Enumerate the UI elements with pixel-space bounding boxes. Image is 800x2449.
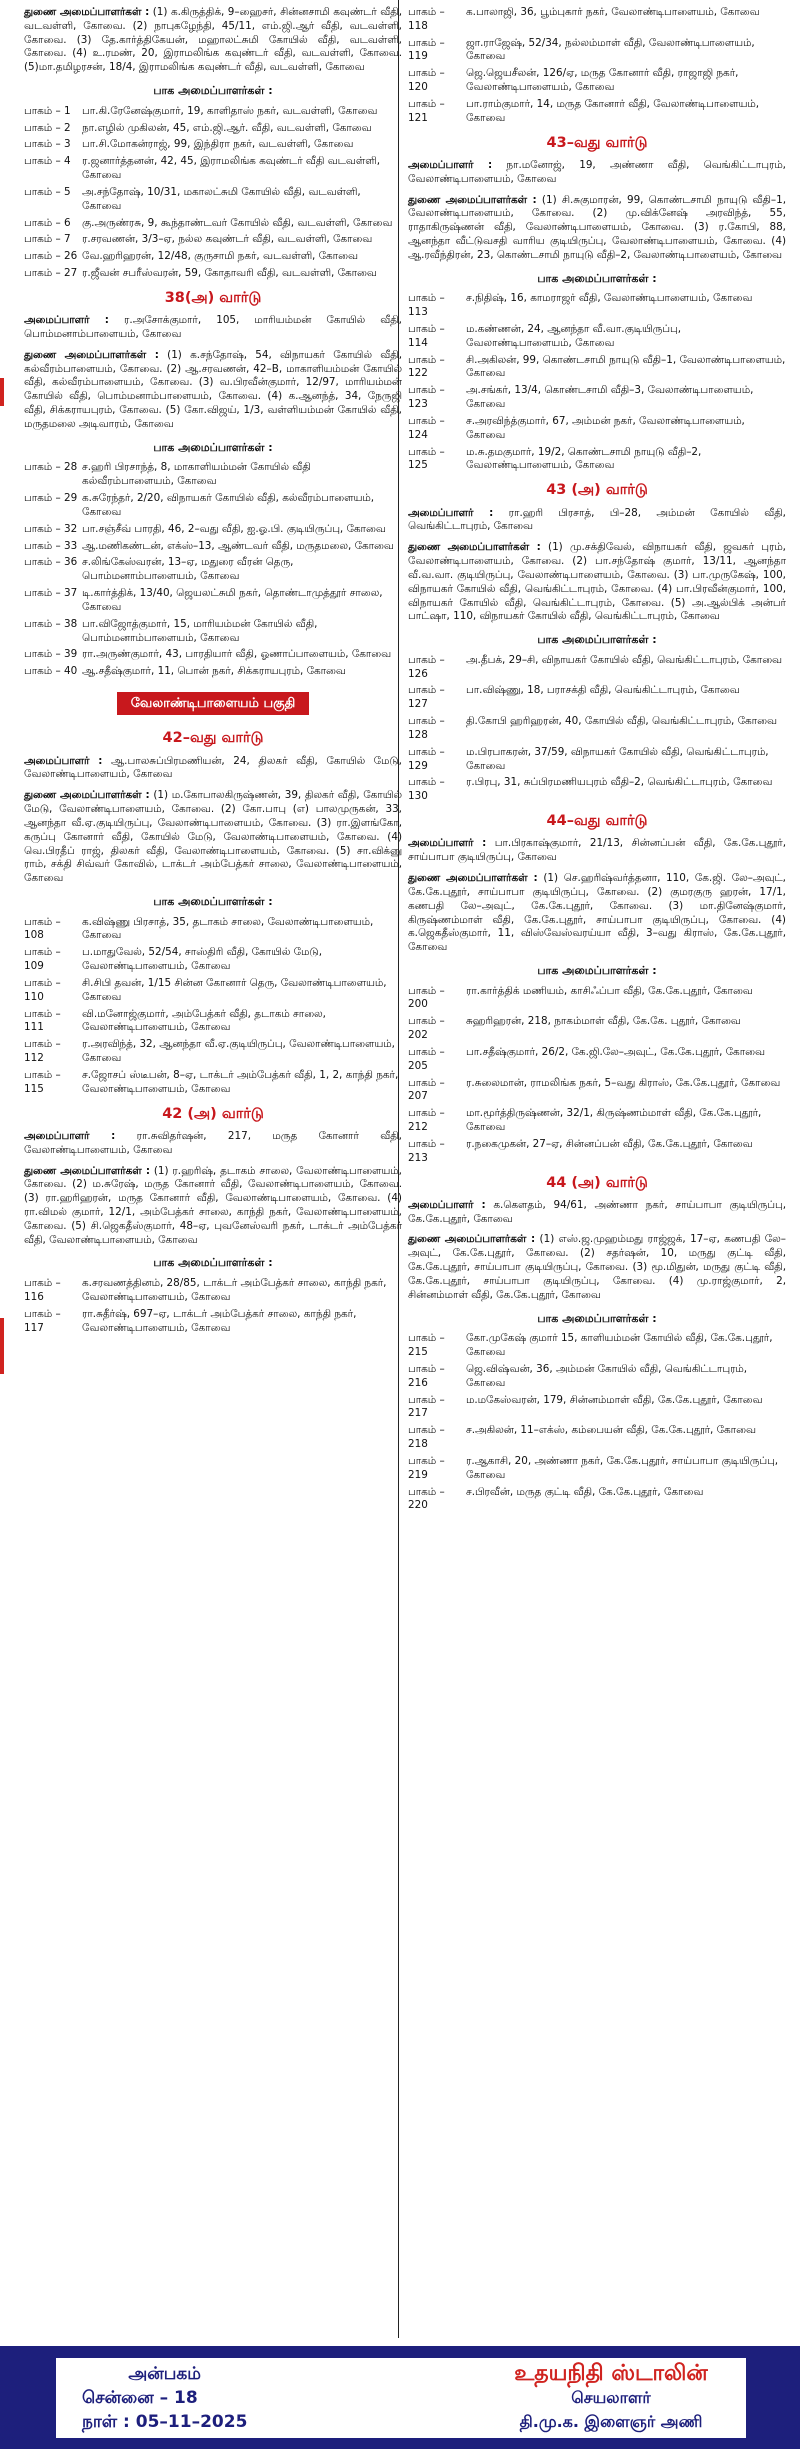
part-details: தி.கோபி ஹரிஹரன், 40, கோயில் வீதி, வெங்கிட்டாபுரம், கோவை [466,715,777,728]
part-details: ஜா.ராஜேஷ், 52/34, நல்லம்மாள் வீதி, வேலாண்டிபாளையம், கோவை [466,36,755,63]
part-number: பாகம் – 111 [24,1007,61,1034]
part-row [24,1277,402,1305]
part-row [408,1077,786,1105]
role-block [408,159,786,187]
part-number: பாகம் – 5 [24,185,71,198]
part-details: ஆ.மணிகண்டன், எக்ஸ்–13, ஆண்டவர் வீதி, மருதமலை, கோவை [82,539,394,552]
role-details: ஆ.பாலசுப்பிரமணியன், 24, திலகர் வீதி, கோயில் மேடு, வேலாண்டிபாளையம், கோவை [24,754,402,781]
section-heading: பாக அமைப்பாளர்கள் : [153,1256,273,1270]
part-number: பாகம் – 114 [408,322,445,349]
part-details: க.விஷ்ணு பிரசாத், 35, தடாகம் சாலை, வேலாண்டிபாளையம், கோவை [82,915,374,942]
part-row [408,384,786,412]
ward-title: 42–வது வார்டு [162,730,264,747]
part-row [408,1424,786,1452]
part-row [408,1332,786,1360]
part-details: ரா.கார்த்திக் மணியம், காசிஃப்பா வீதி, கே.கே.புதூர், கோவை [466,984,753,997]
role-label: அமைப்பாளர் : [24,314,109,327]
part-details: ர.சரவணன், 3/3–ஏ, நல்ல கவுண்டர் வீதி, வடவள்ளி, கோவை [82,233,373,246]
part-row [408,1394,786,1422]
part-row [408,6,786,34]
role-label: துணை அமைப்பாளர்கள் : [408,872,538,885]
part-number: பாகம் – 213 [408,1137,445,1164]
role-label: அமைப்பாளர் : [408,506,494,519]
part-details: ம.பிரபாகரன், 37/59, விநாயகர் கோயில் வீதி, வெங்கிட்டாபுரம், கோவை [466,745,769,772]
part-number: பாகம் – 117 [24,1307,61,1334]
part-details: பா.சி.மோகன்ராஜ், 99, இந்திரா நகர், வடவள்ளி, கோவை [82,138,354,151]
part-details: ம.கண்ணன், 24, ஆனந்தா வீ.வா.குடியிருப்பு, வேலாண்டிபாளையம், கோவை [466,322,682,349]
part-number: பாகம் – 6 [24,216,71,229]
section-heading: பாக அமைப்பாளர்கள் : [537,1311,657,1325]
part-number: பாகம் – 123 [408,384,445,411]
role-label: அமைப்பாளர் : [408,1198,486,1211]
part-details: ச.அரவிந்த்குமார், 67, அம்மன் நகர், வேலாண்டிபாளையம், கோவை [466,414,745,441]
role-block [408,541,786,624]
part-details: ர.அரவிந்த், 32, ஆனந்தா வீ.ஏ.குடியிருப்பு, வேலாண்டிபாளையம், கோவை [82,1038,395,1065]
part-row [24,1308,402,1336]
section-heading: பாக அமைப்பாளர்கள் : [153,895,273,909]
part-details: க.சரவணத்தினம், 28/85, டாக்டர் அம்பேத்கர் சாலை, காந்தி நகர், வேலாண்டிபாளையம், கோவை [82,1277,387,1303]
role-block [24,755,402,783]
part-row [24,977,402,1005]
role-block [408,837,786,865]
role-block [24,1165,402,1248]
role-label: அமைப்பாளர் : [24,754,103,767]
role-details: (1) சி.சுகுமாரன், 99, கொண்டசாமி நாயுடு வீதி–1, வேலாண்டிபாளையம், கோவை. (2) மு.விக்னேஷ் அரவிந்த், 55, ராதாகிருஷ்ணன் வீதி, வேலாண்டிபாளையம், கோவை. (3) ர.கோபி, 88, ஆனந்தா வீட்டுவசதி வாரிய குடியிருப்பு, வேலாண்டிபாளையம், கோவை. (4) ஆ.ரவீந்திரன், 23, கொண்டசாமி நாயுடு வீதி–2, வேலாண்டிபாளையம், கோவை [408,193,786,261]
part-details: ப.மாதுவேல், 52/54, சாஸ்திரி வீதி, கோயில் மேடு, வேலாண்டிபாளையம், கோவை [82,946,322,973]
part-number: பாகம் – 3 [24,138,71,151]
section-heading: பாக அமைப்பாளர்கள் : [537,633,657,647]
role-details: (1) ம.கோபாலகிருஷ்ணன், 39, திலகர் வீதி, கோயில் மேடு, வேலாண்டிபாளையம், கோவை. (2) கோ.பாபு (எ) பாலமுருகன், 33, ஆனந்தா வீ.ஏ.குடியிருப்பு, வேலாண்டிபாளையம், கோவை. (3) ரா.இளங்கோ, கருப்பு கோனார் வீதி, கோயில் மேடு, வேலாண்டிபாளையம், கோவை. (4) வெ.பிரதீப் ராஜ், திலகர் வீதி, வேலாண்டிபாளையம், கோவை. (5) சா.விக்னு ராம், சக்தி சிவ்வர் கோவில், டாக்டர் அம்பேத்கர் சாலை, வேலாண்டிபாளையம், கோவை [24,789,402,885]
section-heading: பாக அமைப்பாளர்கள் : [153,440,273,454]
role-label: துணை அமைப்பாளர்கள் : [408,193,537,206]
part-number: பாகம் – 205 [408,1045,445,1072]
part-row [408,1015,786,1043]
part-details: பா.ராம்குமார், 14, மருத கோனார் வீதி, வேலாண்டிபாளையம், கோவை [466,97,760,124]
part-details: ர.ஜீவன் சபரீஸ்வரன், 59, கோதாவரி வீதி, வடவள்ளி, கோவை [82,267,377,280]
part-row [408,37,786,65]
part-number: பாகம் – 215 [408,1332,445,1359]
part-row [408,776,786,804]
part-number: பாகம் – 27 [24,267,78,280]
part-details: ஆ.சதீஷ்குமார், 11, பொன் நகர், சிக்கராயபுரம், கோவை [82,665,346,678]
part-number: பாகம் – 7 [24,233,71,246]
part-number: பாகம் – 28 [24,461,78,474]
part-number: பாகம் – 218 [408,1424,445,1451]
role-block [408,1233,786,1302]
part-number: பாகம் – 200 [408,984,445,1011]
part-number: பாகம் – 29 [24,492,78,505]
part-row [24,665,402,679]
role-label: துணை அமைப்பாளர்கள் : [24,1164,150,1177]
part-details: அ.சங்கர், 13/4, கொண்டசாமி வீதி–3, வேலாண்டிபாளையம், கோவை [466,384,754,411]
part-number: பாகம் – 120 [408,67,445,94]
part-details: பா.சதீஷ்குமார், 26/2, கே.ஜி.லே–அவுட், கே.கே.புதூர், கோவை [466,1045,765,1058]
part-details: பா.கி.ரேனேஷ்குமார், 19, காளிதாஸ் நகர், வடவள்ளி, கோவை [82,104,378,117]
part-row [24,523,402,537]
part-number: பாகம் – 118 [408,6,445,32]
part-row [24,122,402,136]
role-block [408,507,786,535]
part-details: ர.ஆகாசி, 20, அண்ணா நகர், கே.கே.புதூர், சாய்பாபா குடியிருப்பு, கோவை [466,1454,779,1481]
part-details: பா.விஜோத்குமார், 15, மாரியம்மன் கோயில் வீதி, பொம்மனாம்பாளையம், கோவை [82,617,318,644]
part-number: பாகம் – 1 [24,104,71,117]
part-number: பாகம் – 33 [24,539,78,552]
part-row [408,985,786,1013]
footer-date: நாள் : 05–11–2025 [82,2412,248,2432]
part-row [408,1107,786,1135]
part-row [24,155,402,183]
part-details: வி.மனோஜ்குமார், அம்பேத்கர் வீதி, தடாகம் சாலை, வேலாண்டிபாளையம், கோவை [82,1007,326,1034]
part-number: பாகம் – 115 [24,1068,61,1095]
footer-right [476,2362,746,2434]
part-number: பாகம் – 126 [408,653,445,680]
part-details: அ.சந்தோஷ், 10/31, மகாலட்சுமி கோயில் வீதி, வடவள்ளி, கோவை [82,185,361,212]
part-details: ச.ஹரி பிரசாந்த், 8, மாகாளியம்மன் கோயில் வீதி கல்வீரம்பாளையம், கோவை [82,461,311,488]
footer-city: சென்னை – 18 [82,2388,198,2408]
part-details: நா.எழில் முகிலன், 45, எம்.ஜி.ஆர். வீதி, வடவள்ளி, கோவை [82,121,372,134]
part-row [408,415,786,443]
ward-title: 38(அ) வார்டு [164,289,262,306]
part-number: பாகம் – 2 [24,121,71,134]
part-number: பாகம் – 128 [408,715,445,741]
part-row [24,1008,402,1036]
part-details: சி.சிபி தவன், 1/15 சின்ன கோனார் தெரு, வேலாண்டிபாளையம், கோவை [82,976,387,1003]
part-row [24,250,402,264]
part-number: பாகம் – 110 [24,976,61,1003]
part-row [408,715,786,743]
part-row [24,105,402,119]
role-details: (1) மு.சக்திவேல், விநாயகர் வீதி, ஜவகர் புரம், வேலாண்டிபாளையம், கோவை. (2) பா.சந்தோஷ் குமார், 13/11, ஆனந்தா வீ.வ.வா. குடியிருப்பு, வேலாண்டிபாளையம், கோவை. (3) பா.முருகேஷ், 100, விநாயகர் கோயில் வீதி, வெங்கிட்டாபுரம், கோவை. (4) பா.பிரவீன்குமார், 100, விநாயகர் கோயில் வீதி, வெங்கிட்டாபுரம், கோவை. (5) அ.ஆல்பிக் அன்பர் பாட்ஷா, 110, விநாயகர் கோயில் வீதி, வெங்கிட்டாபுரம், கோவை [408,541,786,623]
role-block [408,194,786,263]
signatory-org: தி.மு.க. இளைஞர் அணி [519,2412,703,2431]
role-details: ரா.சுவிதர்ஷன், 217, மருத கோனார் வீதி, வேலாண்டிபாளையம், கோவை [24,1129,402,1156]
part-details: ச.ஜோசப் ஸ்டீபன், 8–ஏ, டாக்டர் அம்பேத்கர் வீதி, 1, 2, காந்தி நகர், வேலாண்டிபாளையம், கோவை [82,1068,399,1095]
part-details: சி.அகிலன், 99, கொண்டசாமி நாயுடு வீதி–1, வேலாண்டிபாளையம், கோவை [466,353,786,380]
part-number: பாகம் – 113 [408,292,445,319]
part-row [408,446,786,474]
part-number: பாகம் – 109 [24,946,61,973]
role-details: (1) க.சந்தோஷ், 54, விநாயகர் கோயில் வீதி, கல்வீரம்பாளையம், கோவை. (2) ஆ.சரவணன், 42–B, மாகாளியம்மன் கோயில் வீதி, கல்வீரம்பாளையம், கோவை. (3) வ.பிரவீன்குமார், 12/97, மாரியம்மன் கோயில் வீதி, பொம்மனாம்பாளையம், கோவை. (4) க.ஆனந்த், 34, நேருஜி வீதி, சிக்கராயபுரம், கோவை. (5) கோ.விஜய், 1/3, வள்ளியம்மன் கோயில் வீதி, மருதமலை அடிவாரம், கோவை [24,348,402,430]
part-row [24,217,402,231]
part-row [24,618,402,646]
part-row [408,98,786,126]
part-number: பாகம் – 112 [24,1038,61,1065]
part-number: பாகம் – 127 [408,684,445,711]
role-block [24,789,402,886]
part-row [24,138,402,152]
part-details: ரா.சுதீர்ஷ், 697–ஏ, டாக்டர் அம்பேத்கர் சாலை, காந்தி நகர், வேலாண்டிபாளையம், கோவை [82,1307,357,1334]
role-details: (1) எஸ்.ஜ.முஹம்மது ராஜ்ஜக், 17–ஏ, கணபதி லே–அவுட், கே.கே.புதூர், கோவை. (2) சதர்ஷன், 10, மருது குட்டி வீதி, கே.கே.புதூர், சாய்பாபா குடியிருப்பு, கோவை. (3) மூ.மிதுன், மருது குட்டி வீதி, கே.கே.புதூர், சாய்பாபா குடியிருப்பு, கோவை. (4) மு.ராஜ்குமார், 2, சின்னம்மாள் வீதி, கே.கே.புதூர், கோவை [408,1233,786,1301]
part-details: வே.ஹரிஹரன், 12/48, குருசாமி நகர், வடவள்ளி, கோவை [82,250,358,263]
part-row [24,492,402,520]
area-title: வேலாண்டிபாளையம் பகுதி [117,692,310,715]
part-row [408,654,786,682]
part-details: க.பாலாஜி, 36, பூம்புகார் நகர், வேலாண்டிபாளையம், கோவை [466,6,760,18]
signatory-name: உதயநிதி ஸ்டாலின் [514,2361,708,2386]
left-red-bar-bottom [0,1318,4,1374]
role-block [24,6,402,75]
part-details: கோ.முகேஷ் குமார் 15, காளியம்மன் கோயில் வீதி, கே.கே.புதூர், கோவை [466,1332,773,1359]
part-row [408,1363,786,1391]
part-number: பாகம் – 130 [408,776,445,803]
part-details: ம.சு.தமகுமார், 19/2, கொண்டசாமி நாயுடு வீதி–2, வேலாண்டிபாளையம், கோவை [466,445,702,472]
part-row [408,67,786,95]
role-label: துணை அமைப்பாளர்கள் : [24,6,150,18]
part-number: பாகம் – 26 [24,250,78,263]
part-row [24,916,402,944]
part-number: பாகம் – 217 [408,1393,445,1420]
role-label: துணை அமைப்பாளர்கள் : [408,1233,536,1246]
part-number: பாகம் – 129 [408,745,445,772]
part-number: பாகம் – 219 [408,1454,445,1481]
part-details: மா.மூர்த்திருஷ்ணன், 32/1, கிருஷ்ணம்மாள் வீதி, கே.கே.புதூர், கோவை [466,1107,762,1134]
part-number: பாகம் – 40 [24,665,78,678]
left-red-bar-top [0,378,4,406]
role-label: அமைப்பாளர் : [408,158,493,171]
part-number: பாகம் – 108 [24,915,61,942]
role-label: துணை அமைப்பாளர்கள் : [24,789,150,802]
role-details: (1) க.கிருத்திக், 9–ஹைசர், சின்னசாமி கவுண்டர் வீதி, வடவள்ளி, கோவை. (2) நாபுகழேந்தி, 45/11, எம்.ஜி.ஆர் வீதி, வடவள்ளி, கோவை. (3) தே.கார்த்திகேயன், மஹாலட்சுமி கோயில் வீதி, வடவள்ளி, கோவை. (4) உ.ரமண், 20, இராமலிங்க கவுண்டர் வீதி, வடவள்ளி, கோவை. (5)மா.தமிழரசன், 18/4, இராமலிங்க கவுண்டர் வீதி, வடவள்ளி, கோவை [24,6,402,74]
role-details: ரா.ஹரி பிரசாத், பி–28, அம்மன் கோயில் வீதி, வெங்கிட்டாபுரம், கோவை [408,506,786,533]
ward-title: 43–வது வார்டு [546,134,648,151]
part-row [24,233,402,247]
part-number: பாகம் – 207 [408,1076,445,1103]
part-number: பாகம் – 220 [408,1485,445,1512]
part-row [408,1486,786,1514]
part-row [24,267,402,281]
role-block [24,1130,402,1158]
part-row [24,587,402,615]
part-number: பாகம் – 4 [24,155,71,168]
part-number: பாகம் – 122 [408,353,445,380]
role-label: அமைப்பாளர் : [24,1129,116,1142]
part-details: க.சுரேந்தர், 2/20, விநாயகர் கோயில் வீதி, கல்வீரம்பாளையம், கோவை [82,492,375,518]
area-banner [24,682,402,721]
part-row [24,1038,402,1066]
part-number: பாகம் – 32 [24,522,78,535]
left-column [24,6,402,1338]
role-details: க.கௌதம், 94/61, அண்ணா நகர், சாய்பாபா குடியிருப்பு, கே.கே.புதூர், கோவை [408,1198,786,1225]
part-row [24,946,402,974]
role-block [408,1199,786,1227]
part-details: ச.நிதிஷ், 16, காமராஜர் வீதி, வேலாண்டிபாளையம், கோவை [466,292,753,305]
part-row [24,556,402,584]
part-number: பாகம் – 116 [24,1277,61,1303]
ward-title: 44 (அ) வார்டு [546,1174,648,1191]
role-label: துணை அமைப்பாளர்கள் : [408,541,541,554]
part-row [24,186,402,214]
signatory-title: செயலாளர் [571,2388,651,2407]
part-number: பாகம் – 39 [24,648,78,661]
part-number: பாகம் – 38 [24,617,78,630]
role-label: அமைப்பாளர் : [408,837,487,850]
part-row [408,684,786,712]
part-details: ர.ஜனார்த்தனன், 42, 45, இராமலிங்க கவுண்டர் வீதி வடவள்ளி, கோவை [82,155,381,182]
part-number: பாகம் – 125 [408,445,445,472]
ward-title: 43 (அ) வார்டு [546,482,648,499]
part-row [24,461,402,489]
footer-box [56,2358,746,2438]
part-details: அ.தீபக், 29–சி, விநாயகர் கோயில் வீதி, வெங்கிட்டாபுரம், கோவை [466,653,782,666]
part-details: கு.அருண்ரசு, 9, கூந்தாண்டவர் கோயில் வீதி, வடவள்ளி, கோவை [82,216,393,229]
part-row [24,648,402,662]
part-row [408,323,786,351]
part-details: ர.நகைமுகன், 27–ஏ, சின்னப்பன் வீதி, கே.கே.புதூர், கோவை [466,1137,753,1150]
footer-greeting: அன்பகம் [128,2364,201,2384]
section-heading: பாக அமைப்பாளர்கள் : [537,271,657,285]
part-row [408,292,786,320]
ward-title: 44–வது வார்டு [546,813,648,830]
part-details: ச.அகிலன், 11–எக்ஸ், கம்பையன் வீதி, கே.கே.புதூர், கோவை [466,1424,756,1437]
role-details: பா.பிரகாஷ்குமார், 21/13, சின்னப்பன் வீதி, கே.கே.புதூர், சாய்பாபா குடியிருப்பு, கோவை [408,837,786,864]
part-number: பாகம் – 121 [408,97,445,124]
part-number: பாகம் – 36 [24,556,78,569]
role-block [408,872,786,955]
role-details: ர.அசோக்குமார், 105, மாரியம்மன் கோயில் வீதி, பொம்மனாம்பாளையம், கோவை [24,314,402,340]
role-details: (1) செ.ஹரிஷ்வர்த்தனா, 110, கே.ஜி. லே–அவுட், கே.கே.புதூர், சாய்பாபா குடியிருப்பு, கோவை. (2) குமரகுரு ஹரன், 17/1, கணபதி லே–அவுட், கே.கே.புதூர், கோவை. (3) மா.தினேஷ்குமார், கிருஷ்ணம்மாள் வீதி, கே.கே.புதூர், சாய்பாபா குடியிருப்பு, கோவை. (4) க.ஜெகதீஸ்குமார், 11, விஸ்வேஸ்வரய்யா வீதி, 3–வது கிராஸ், கே.கே.புதூர், கோவை [408,872,786,954]
part-details: டி.கார்த்திக், 13/40, ஜெயலட்சுமி நகர், தொண்டாமுத்தூர் சாலை, கோவை [82,587,383,613]
part-number: பாகம் – 202 [408,1015,445,1042]
footer-banner [0,2346,800,2449]
part-details: ச.லிங்கேஸ்வரன், 13–ஏ, மதுரை வீரன் தெரு, பொம்மனாம்பாளையம், கோவை [82,556,294,583]
section-heading: பாக அமைப்பாளர்கள் : [537,963,657,977]
part-row [408,746,786,774]
part-details: பா.சஞ்சீவ் பாரதி, 46, 2–வது வீதி, ஐ.ஓ.பி. குடியிருப்பு, கோவை [82,522,386,535]
part-details: ஜெ.ஜெயசீலன், 126/ஏ, மருத கோனார் வீதி, ராஜாஜி நகர், வேலாண்டிபாளையம், கோவை [466,67,739,94]
part-number: பாகம் – 37 [24,587,78,600]
part-row [408,1455,786,1483]
part-row [408,1138,786,1166]
role-details: நா.மனோஜ், 19, அண்ணா வீதி, வெங்கிட்டாபுரம், வேலாண்டிபாளையம், கோவை [408,158,786,185]
part-details: ர.சுலைமான், ராமலிங்க நகர், 5–வது கிராஸ், கே.கே.புதூர், கோவை [466,1076,781,1089]
part-number: பாகம் – 212 [408,1107,445,1134]
part-row [24,540,402,554]
part-details: சுஹரிஹரன், 218, நாகம்மாள் வீதி, கே.கே. புதூர், கோவை [466,1015,741,1028]
part-details: பா.விஷ்ணு, 18, பராசக்தி வீதி, வெங்கிட்டாபுரம், கோவை [466,684,740,697]
part-details: ரா.அருண்குமார், 43, பாரதியார் வீதி, ஓணாப்பாளையம், கோவை [82,648,392,661]
section-heading: பாக அமைப்பாளர்கள் : [153,84,273,98]
part-row [408,354,786,382]
role-block [24,314,402,342]
footer-left [82,2362,247,2434]
part-number: பாகம் – 124 [408,414,445,441]
part-row [408,1046,786,1074]
right-column [408,6,786,1516]
ward-title: 42 (அ) வார்டு [162,1105,264,1122]
role-label: துணை அமைப்பாளர்கள் : [24,348,159,361]
part-number: பாகம் – 119 [408,36,445,63]
part-row [24,1069,402,1097]
part-number: பாகம் – 216 [408,1362,445,1389]
role-block [24,349,402,432]
part-details: ச.பிரவீன், மருத குட்டி வீதி, கே.கே.புதூர், கோவை [466,1485,704,1498]
part-details: ர.பிரபு, 31, சுப்பிரமணியபுரம் வீதி–2, வெங்கிட்டாபுரம், கோவை [466,776,773,789]
role-details: (1) ர.ஹரிஷ், தடாகம் சாலை, வேலாண்டிபாளையம், கோவை. (2) ம.சுரேஷ், மருத கோனார் வீதி, வேலாண்டிபாளையம், கோவை. (3) ரா.ஹரிஹரன், மருத கோனார் வீதி, வேலாண்டிபாளையம், கோவை. (4) ரா.விமல் குமார், 12/1, அம்பேத்கர் சாலை, காந்தி நகர், வேலாண்டிபாளையம், கோவை. (5) சி.ஜெகதீஸ்குமார், 48–ஏ, புவனேஸ்வரி நகர், டாக்டர் அம்பேத்கர் வீதி, வேலாண்டிபாளையம், கோவை [24,1164,402,1246]
part-details: ஜெ.விஷ்வன், 36, அம்மன் கோயில் வீதி, வெங்கிட்டாபுரம், கோவை [466,1362,748,1389]
part-details: ம.மகேஸ்வரன், 179, சின்னம்மாள் வீதி, கே.கே.புதூர், கோவை [466,1393,763,1406]
